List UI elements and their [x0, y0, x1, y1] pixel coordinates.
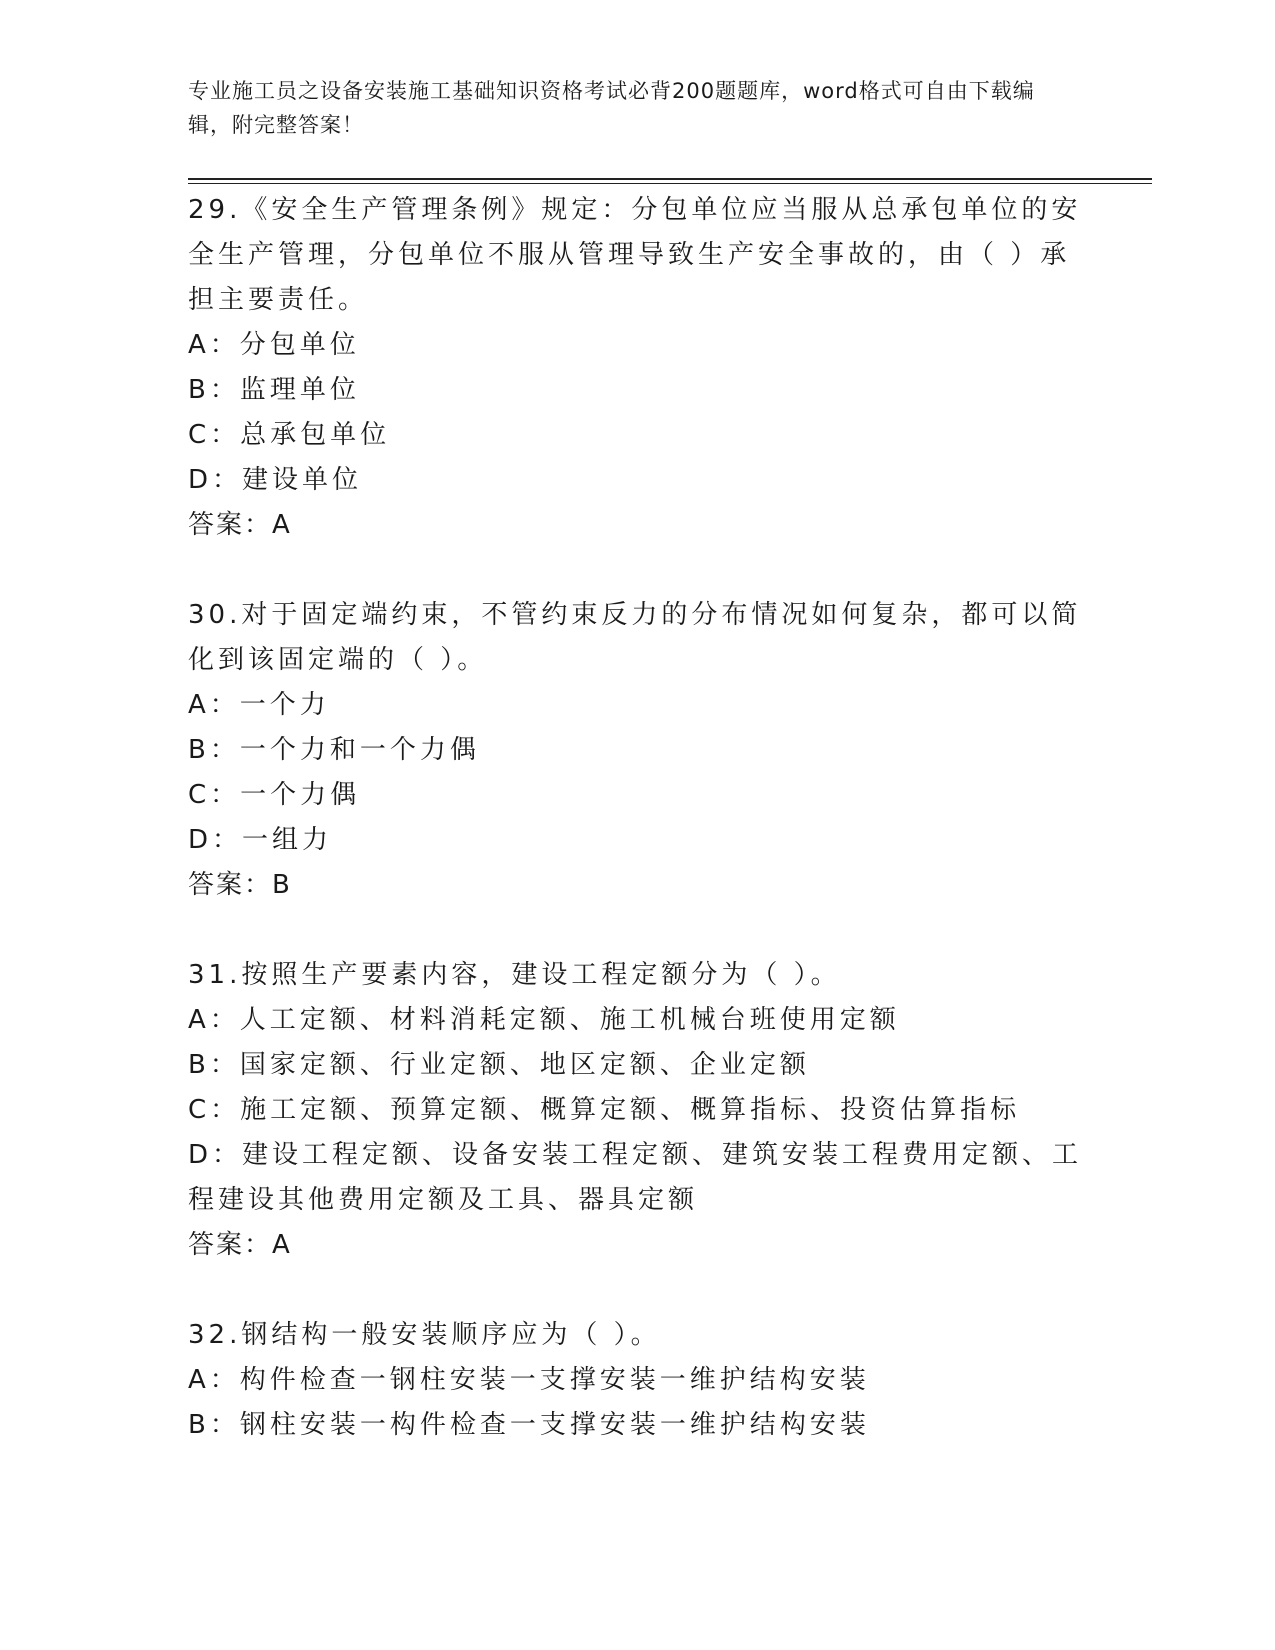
- document-header: 专业施工员之设备安装施工基础知识资格考试必背200题题库，word格式可自由下载编辑，附完整答案！: [188, 79, 1035, 137]
- question-32: [188, 1313, 1088, 1448]
- question-29: [188, 188, 1088, 548]
- option-c: C：施工定额、预算定额、概算定额、概算指标、投资估算指标: [188, 1095, 1021, 1125]
- question-stem: 31.按照生产要素内容，建设工程定额分为（ ）。: [188, 960, 841, 990]
- question-spacer: [188, 908, 1088, 953]
- option-b: B：钢柱安装一构件检查一支撑安装一维护结构安装: [188, 1410, 870, 1440]
- question-stem: 30.对于固定端约束，不管约束反力的分布情况如何复杂，都可以简化到该固定端的（ ）。: [188, 600, 1082, 675]
- question-spacer: [188, 548, 1088, 593]
- option-d: D：建设工程定额、设备安装工程定额、建筑安装工程费用定额、工程建设其他费用定额及工具、器具定额: [188, 1140, 1083, 1215]
- question-list: [188, 188, 1088, 1448]
- question-stem: 32.钢结构一般安装顺序应为（ ）。: [188, 1320, 661, 1350]
- option-a: A：人工定额、材料消耗定额、施工机械台班使用定额: [188, 1005, 900, 1035]
- option-b: B：国家定额、行业定额、地区定额、企业定额: [188, 1050, 810, 1080]
- option-d: D：建设单位: [188, 465, 363, 495]
- header-rule-thick: [188, 178, 1152, 180]
- question-spacer: [188, 1268, 1088, 1313]
- question-31: [188, 953, 1088, 1268]
- option-b: B：一个力和一个力偶: [188, 735, 480, 765]
- answer-line: 答案：B: [188, 870, 292, 900]
- option-a: A：分包单位: [188, 330, 360, 360]
- option-b: B：监理单位: [188, 375, 360, 405]
- option-c: C：总承包单位: [188, 420, 391, 450]
- question-stem: 29.《安全生产管理条例》规定：分包单位应当服从总承包单位的安全生产管理，分包单位不服从管理导致生产安全事故的，由（ ）承担主要责任。: [188, 195, 1082, 315]
- option-c: C：一个力偶: [188, 780, 361, 810]
- option-a: A：一个力: [188, 690, 330, 720]
- header-rule-thin: [188, 183, 1152, 184]
- answer-line: 答案：A: [188, 1230, 292, 1260]
- question-30: [188, 593, 1088, 908]
- answer-line: 答案：A: [188, 510, 292, 540]
- option-d: D：一组力: [188, 825, 333, 855]
- option-a: A：构件检查一钢柱安装一支撑安装一维护结构安装: [188, 1365, 870, 1395]
